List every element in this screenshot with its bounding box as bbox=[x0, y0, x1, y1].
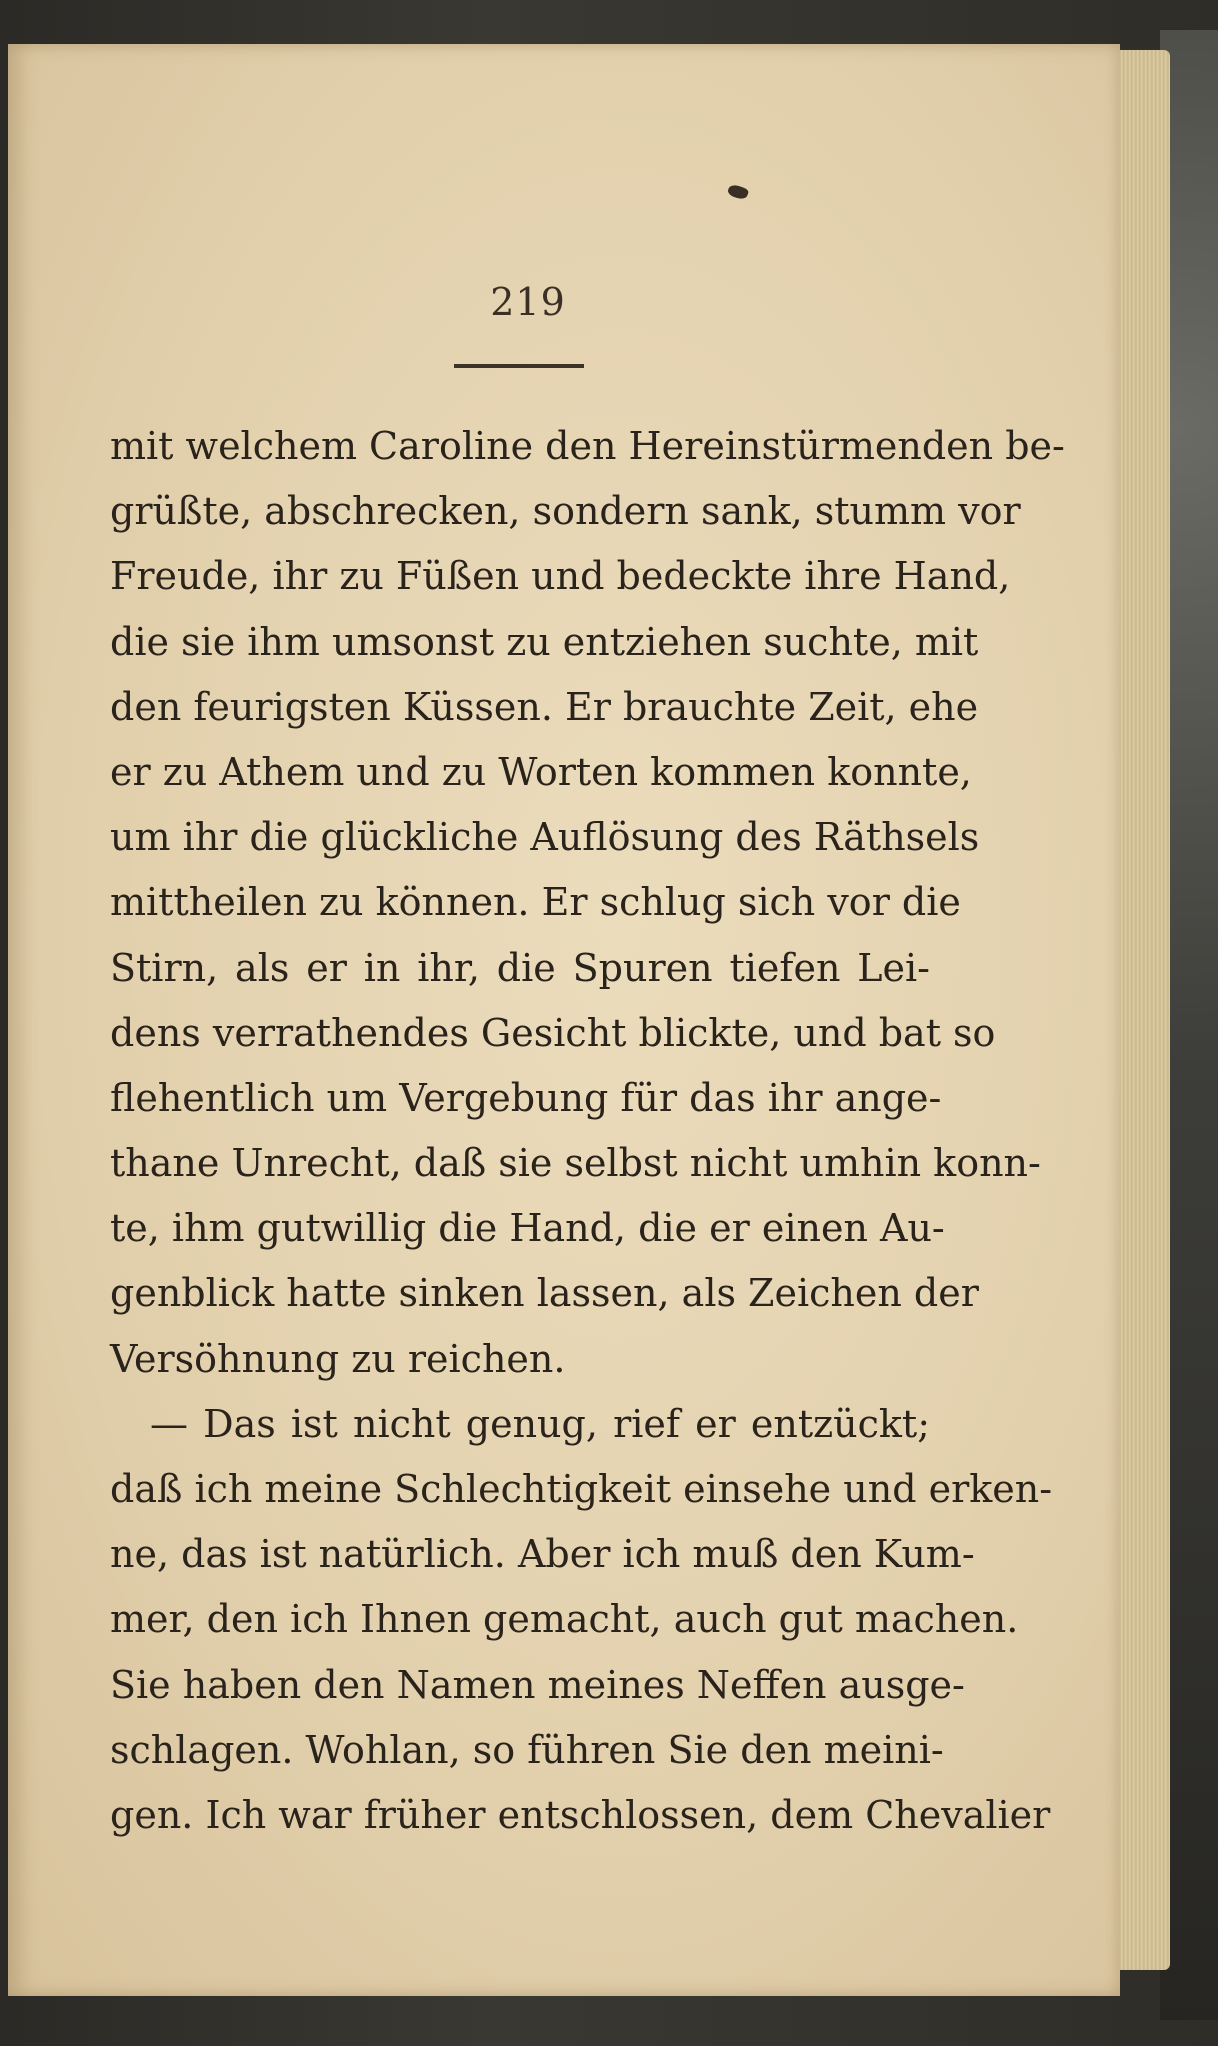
text-line: mittheilen zu können. Er schlug sich vor die bbox=[110, 880, 961, 925]
body-text bbox=[110, 414, 1065, 1848]
book-page bbox=[8, 44, 1120, 1996]
text-line: dens verrathendes Gesicht blickte, und bat so bbox=[110, 1010, 996, 1055]
text-line: thane Unrecht, daß sie selbst nicht umhin konn- bbox=[110, 1141, 1041, 1186]
text-line: Sie haben den Namen meines Neffen ausge- bbox=[110, 1662, 965, 1707]
text-line: die sie ihm umsonst zu entziehen suchte, mit bbox=[110, 619, 979, 664]
ink-spot bbox=[727, 183, 750, 201]
header-rule bbox=[454, 364, 584, 368]
text-line: mit welchem Caroline den Hereinstürmenden be- bbox=[110, 424, 1065, 468]
page-number: 219 bbox=[490, 280, 566, 324]
text-line: mer, den ich Ihnen gemacht, auch gut machen. bbox=[110, 1597, 1019, 1642]
text-line: schlagen. Wohlan, so führen Sie den meini- bbox=[110, 1727, 944, 1772]
text-line: gen. Ich war früher entschlossen, dem Chevalier bbox=[110, 1792, 1051, 1837]
text-line: genblick hatte sinken lassen, als Zeichen der bbox=[110, 1271, 979, 1316]
text-line: Versöhnung zu reichen. bbox=[110, 1336, 566, 1381]
text-line: — Das ist nicht genug, rief er entzückt; bbox=[150, 1401, 930, 1446]
text-line: te, ihm gutwillig die Hand, die er einen Au- bbox=[110, 1206, 945, 1251]
text-line: ne, das ist natürlich. Aber ich muß den Kum- bbox=[110, 1532, 975, 1577]
text-line: er zu Athem und zu Worten kommen konnte, bbox=[110, 749, 972, 794]
text-line: daß ich meine Schlechtigkeit einsehe und erken- bbox=[110, 1467, 1053, 1511]
text-line: den feurigsten Küssen. Er brauchte Zeit, ehe bbox=[110, 684, 979, 729]
text-line: Freude, ihr zu Füßen und bedeckte ihre Hand, bbox=[110, 554, 1011, 599]
text-line: um ihr die glückliche Auflösung des Räthsels bbox=[110, 815, 980, 860]
text-line: flehentlich um Vergebung für das ihr ange- bbox=[110, 1075, 942, 1120]
text-line: grüßte, abschrecken, sondern sank, stumm vor bbox=[110, 489, 1021, 534]
text-line: Stirn, als er in ihr, die Spuren tiefen Lei- bbox=[110, 945, 930, 990]
